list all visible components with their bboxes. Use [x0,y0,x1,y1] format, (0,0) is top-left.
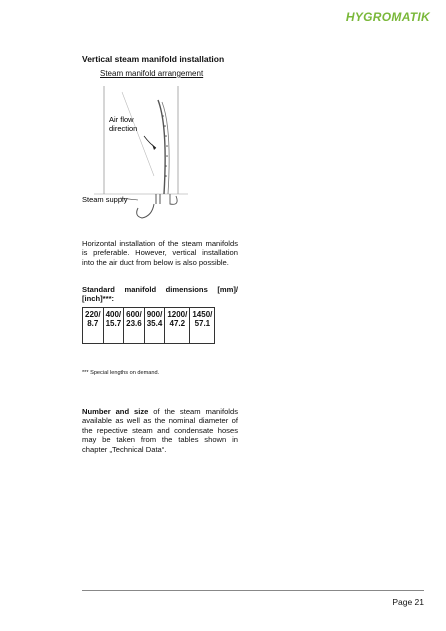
table-row [83,308,215,344]
paragraph-installation: Horizontal installation of the steam manifolds is preferable. However, vertical installation into the air duct from below is also possible. [82,239,238,267]
table-cell: 1200/ 47.2 [165,308,190,344]
section-heading: Vertical steam manifold installation [82,54,225,64]
footnote: *** Special lengths on demand. [82,370,160,376]
table-cell: 220/ 8.7 [83,308,104,344]
table-cell: 1450/ 57.1 [190,308,215,344]
table-cell: 400/ 15.7 [103,308,124,344]
paragraph-bold-lead: Number and size [82,407,149,416]
airflow-label-2: direction [109,124,138,133]
condensate-hose [170,194,177,204]
steam-supply-label: Steam supply [82,195,128,204]
airflow-label-1: Air flow [109,115,134,124]
manifold-pipe [158,100,165,194]
footer-divider [82,590,424,591]
brand-logo: HYGROMATIK [345,10,430,24]
page-number: Page 21 [392,597,424,607]
paragraph-dimensions-heading: Standard manifold dimensions [mm]/ [inch]***: [82,285,238,304]
paragraph-number-size [82,407,238,454]
table-cell: 900/ 35.4 [144,308,165,344]
figure-caption: Steam manifold arrangement [100,69,204,78]
manifold-dimensions-table [82,307,215,344]
paragraph-body: of the steam manifolds available as well as the nominal diameter of the repective steam and condensate hoses may be taken from the tables shown in chapter „Technical Data“. [82,407,238,454]
steam-manifold-diagram [82,86,222,226]
steam-supply-hose [137,204,154,218]
table-cell: 600/ 23.6 [124,308,145,344]
